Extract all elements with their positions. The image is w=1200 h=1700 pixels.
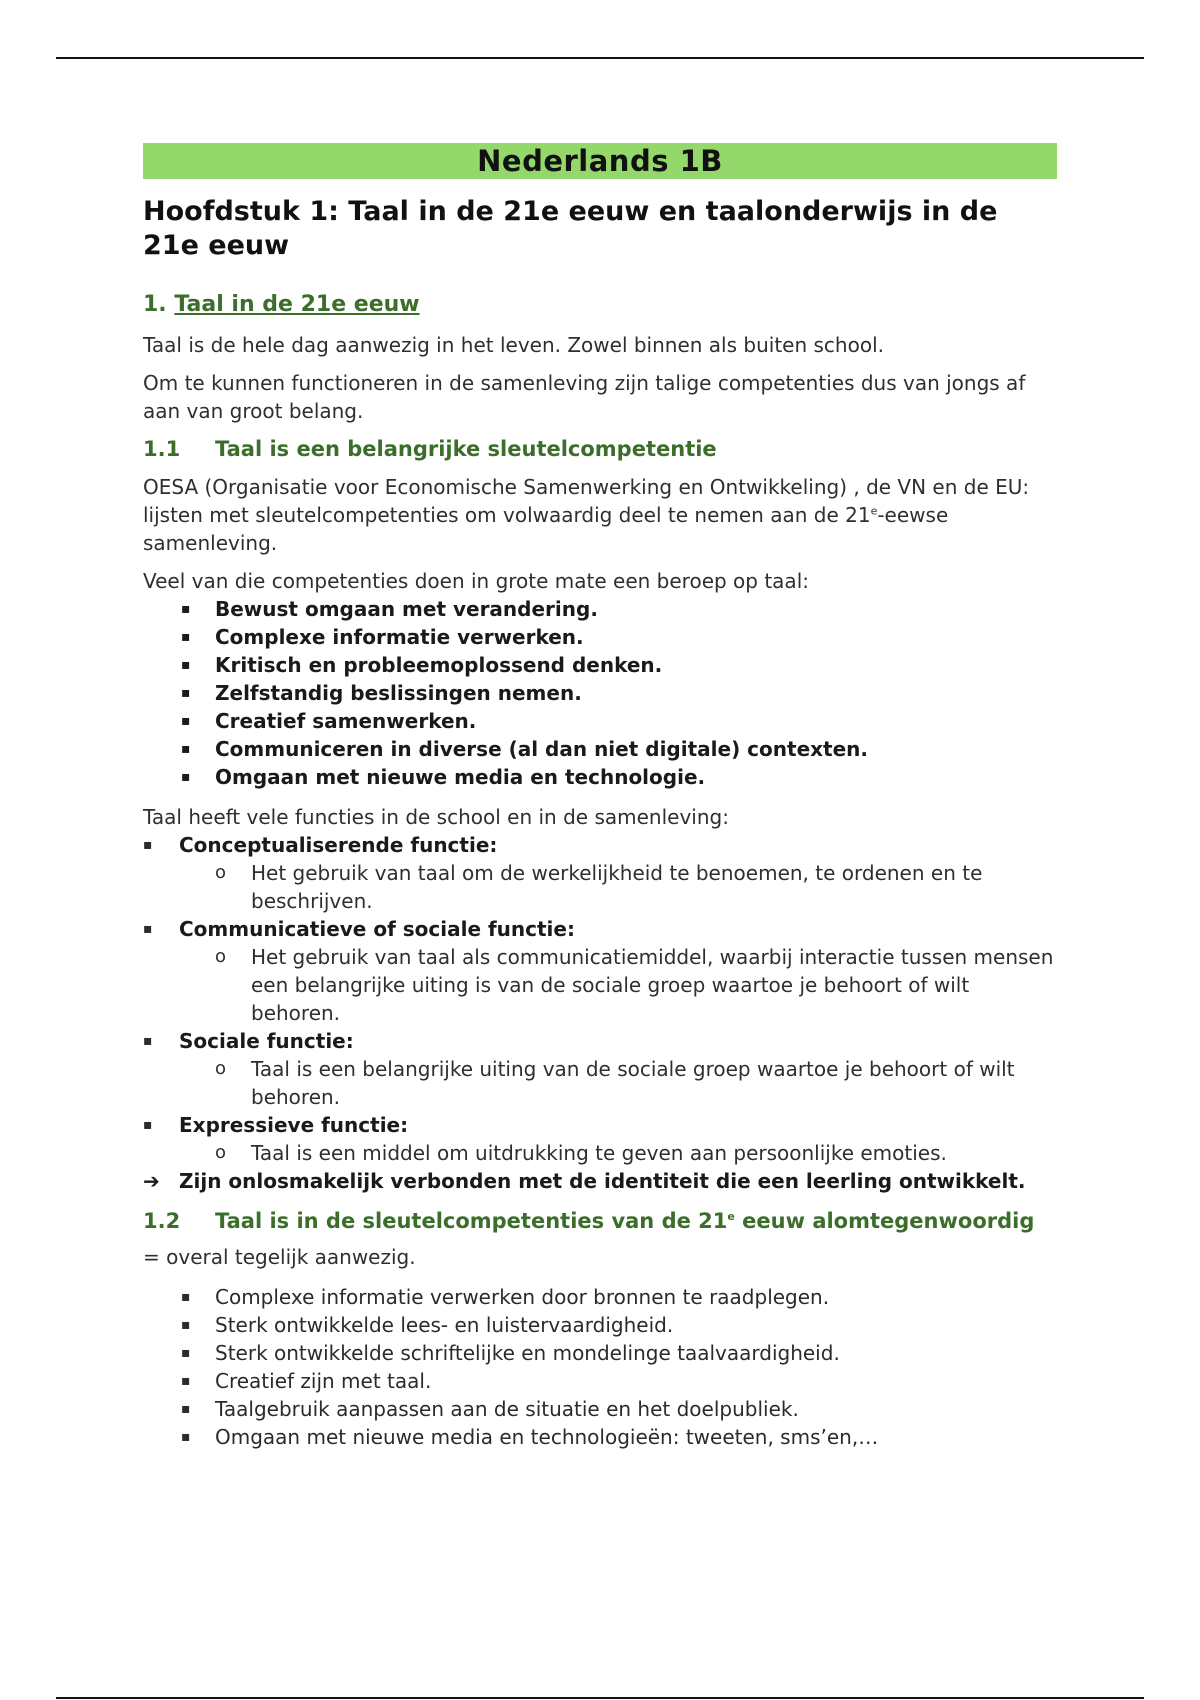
- function-description-text: Het gebruik van taal als communicatiemiddel, waarbij interactie tussen mensen een belangrijke uiting is van de sociale groep waartoe je behoort of wilt behoren.: [251, 945, 1054, 1025]
- list-item: [143, 707, 1057, 735]
- subsection-heading-1-1: [143, 435, 1057, 463]
- document-body: [143, 143, 1057, 1451]
- list-item-text: Sterk ontwikkelde schriftelijke en mondelinge taalvaardigheid.: [215, 1341, 840, 1365]
- function-description: [179, 1055, 1057, 1111]
- list-item-text: Creatief zijn met taal.: [215, 1369, 432, 1393]
- bullet-icon: ▪: [181, 601, 191, 617]
- document-title: Nederlands 1B: [143, 143, 1057, 179]
- section-title: Taal in de 21e eeuw: [174, 292, 420, 317]
- bullet-icon: ▪: [181, 685, 191, 701]
- sub-bullet-icon: o: [215, 1142, 227, 1163]
- paragraph-text: -eewse samenleving.: [143, 503, 949, 555]
- subsection-title: Taal is een belangrijke sleutelcompetentie: [215, 437, 717, 461]
- subsection-title: Taal is in de sleutelcompetenties van de 21: [215, 1209, 728, 1233]
- list-item-text: Taalgebruik aanpassen aan de situatie en het doelpubliek.: [215, 1397, 799, 1421]
- subsection-title: eeuw alomtegenwoordig: [734, 1209, 1035, 1233]
- list-item-text: Communiceren in diverse (al dan niet digitale) contexten.: [215, 737, 868, 761]
- paragraph-text: OESA (Organisatie voor Economische Samenwerking en Ontwikkeling) , de VN en de EU: lijsten met sleutelcompetenties om volwaardig deel te nemen aan de 21: [143, 475, 1030, 527]
- list-item-text: Bewust omgaan met verandering.: [215, 597, 598, 621]
- bullet-icon: ▪: [181, 657, 191, 673]
- sub-bullet-icon: o: [215, 862, 227, 883]
- competency-list: [143, 595, 1057, 791]
- list-item: [143, 595, 1057, 623]
- list-item: [143, 735, 1057, 763]
- bullet-icon: ▪: [181, 769, 191, 785]
- bullet-icon: ▪: [143, 921, 153, 937]
- section-number: 1.: [143, 292, 167, 317]
- paragraph: Taal is de hele dag aanwezig in het leven. Zowel binnen als buiten school.: [143, 333, 884, 357]
- list-item-text: Zelfstandig beslissingen nemen.: [215, 681, 582, 705]
- function-item: [143, 1111, 1057, 1167]
- function-item: [143, 1027, 1057, 1111]
- paragraph: [143, 473, 1057, 557]
- subsection-heading-1-2: [143, 1207, 1057, 1235]
- conclusion-text: Zijn onlosmakelijk verbonden met de identiteit die een leerling ontwikkelt.: [179, 1169, 1026, 1193]
- sub-bullet-icon: o: [215, 946, 227, 967]
- bullet-icon: ▪: [143, 1033, 153, 1049]
- bullet-icon: ▪: [181, 1317, 191, 1333]
- list-item-text: Kritisch en probleemoplossend denken.: [215, 653, 663, 677]
- list-item: [143, 623, 1057, 651]
- section-heading-1: [143, 291, 1057, 319]
- bullet-icon: ▪: [181, 1345, 191, 1361]
- function-title: Conceptualiserende functie:: [179, 833, 498, 857]
- subsection-number: 1.1: [143, 437, 181, 461]
- paragraph: Veel van die competenties doen in grote mate een beroep op taal:: [143, 569, 809, 593]
- list-item: [143, 1395, 1057, 1423]
- list-item: [143, 679, 1057, 707]
- arrow-icon: ➔: [143, 1169, 160, 1193]
- function-description-text: Het gebruik van taal om de werkelijkheid te benoemen, te ordenen en te beschrijven.: [251, 861, 983, 913]
- list-item-text: Complexe informatie verwerken.: [215, 625, 584, 649]
- list-item-text: Omgaan met nieuwe media en technologieën: tweeten, sms’en,…: [215, 1425, 879, 1449]
- skill-list: [143, 1283, 1057, 1451]
- superscript: e: [870, 504, 878, 518]
- paragraph: = overal tegelijk aanwezig.: [143, 1245, 416, 1269]
- page-bottom-rule: [56, 1697, 1144, 1699]
- function-description-text: Taal is een belangrijke uiting van de sociale groep waartoe je behoort of wilt behoren.: [251, 1057, 1015, 1109]
- list-item: [143, 1283, 1057, 1311]
- subsection-number: 1.2: [143, 1209, 181, 1233]
- function-list: [143, 831, 1057, 1167]
- list-item: [143, 1367, 1057, 1395]
- conclusion-line: [143, 1167, 1057, 1195]
- list-item-text: Sterk ontwikkelde lees- en luistervaardigheid.: [215, 1313, 674, 1337]
- bullet-icon: ▪: [143, 837, 153, 853]
- function-description-text: Taal is een middel om uitdrukking te geven aan persoonlijke emoties.: [251, 1141, 947, 1165]
- list-item: [143, 1339, 1057, 1367]
- function-description: [179, 859, 1057, 915]
- bullet-icon: ▪: [181, 1429, 191, 1445]
- sub-bullet-icon: o: [215, 1058, 227, 1079]
- page-top-rule: [56, 57, 1144, 59]
- function-title: Sociale functie:: [179, 1029, 354, 1053]
- list-item: [143, 1311, 1057, 1339]
- bullet-icon: ▪: [181, 629, 191, 645]
- list-item: [143, 763, 1057, 791]
- function-description: [179, 943, 1057, 1027]
- chapter-heading: Hoofdstuk 1: Taal in de 21e eeuw en taalonderwijs in de 21e eeuw: [143, 196, 998, 261]
- list-item: [143, 1423, 1057, 1451]
- bullet-icon: ▪: [181, 1401, 191, 1417]
- function-title: Communicatieve of sociale functie:: [179, 917, 575, 941]
- bullet-icon: ▪: [181, 1373, 191, 1389]
- bullet-icon: ▪: [181, 1289, 191, 1305]
- bullet-icon: ▪: [143, 1117, 153, 1133]
- bullet-icon: ▪: [181, 741, 191, 757]
- paragraph: Om te kunnen functioneren in de samenleving zijn talige competenties dus van jongs af aan van groot belang.: [143, 371, 1026, 423]
- list-item-text: Creatief samenwerken.: [215, 709, 477, 733]
- function-item: [143, 831, 1057, 915]
- bullet-icon: ▪: [181, 713, 191, 729]
- function-title: Expressieve functie:: [179, 1113, 409, 1137]
- list-item-text: Omgaan met nieuwe media en technologie.: [215, 765, 706, 789]
- paragraph: Taal heeft vele functies in de school en in de samenleving:: [143, 805, 729, 829]
- function-description: [179, 1139, 1057, 1167]
- list-item-text: Complexe informatie verwerken door bronnen te raadplegen.: [215, 1285, 830, 1309]
- list-item: [143, 651, 1057, 679]
- function-item: [143, 915, 1057, 1027]
- superscript: e: [727, 1210, 735, 1223]
